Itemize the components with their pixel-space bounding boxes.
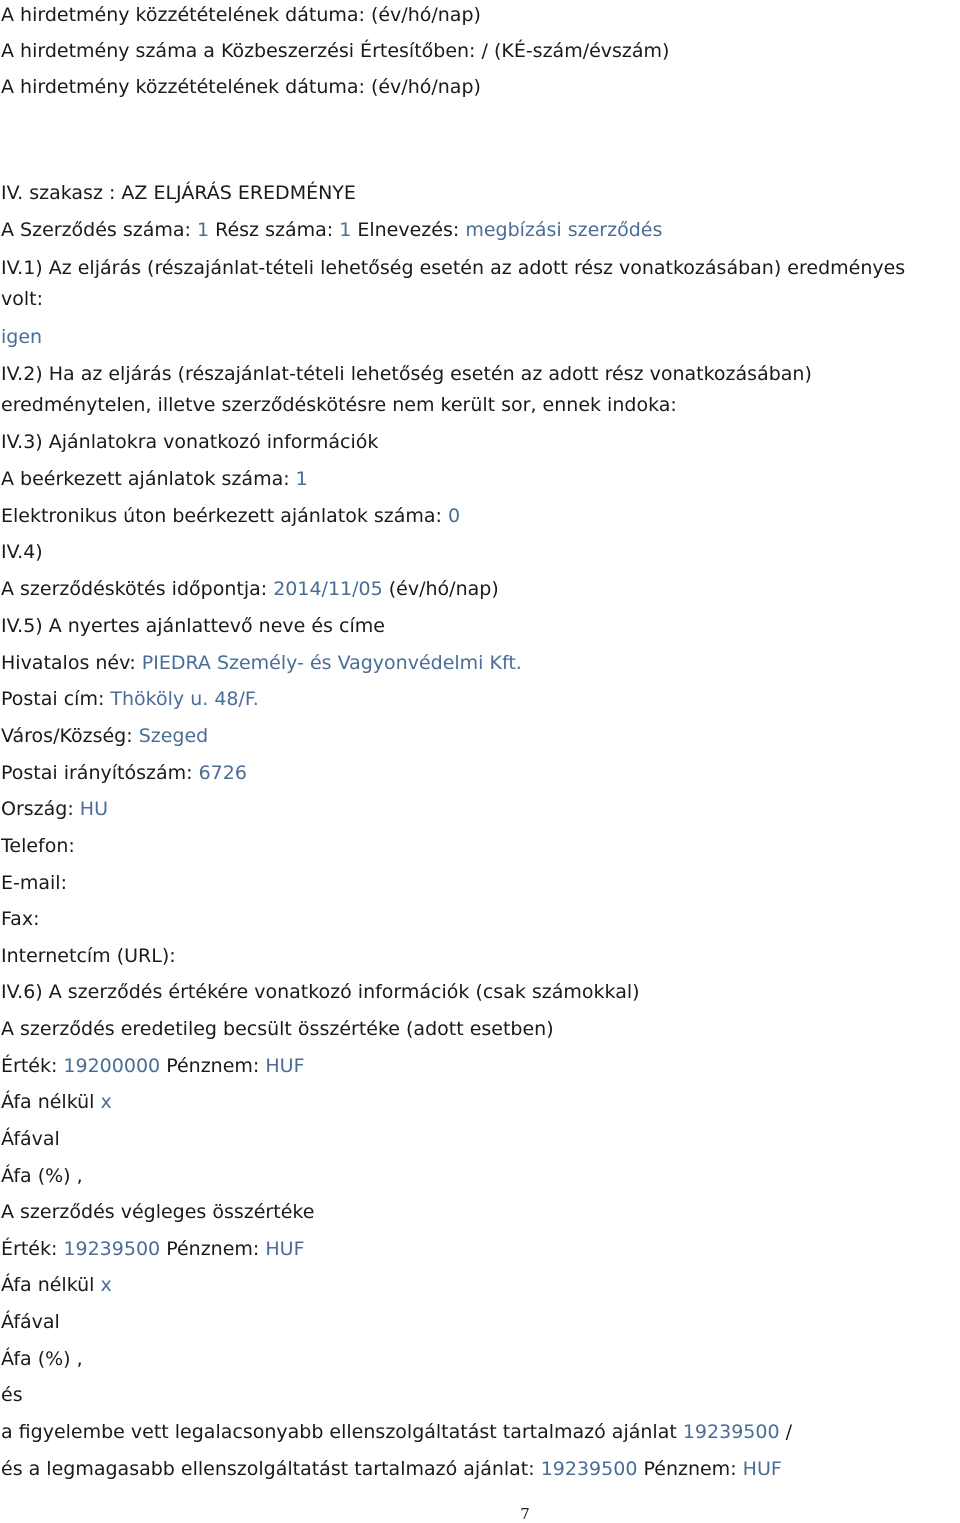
electronic-offers-line	[1, 504, 460, 528]
postal-address-label: Postai cím:	[1, 688, 105, 710]
country-line	[1, 797, 108, 821]
iv3-title: IV.3) Ajánlatokra vonatkozó információk	[1, 431, 379, 453]
highest-currency: HUF	[742, 1458, 782, 1480]
phone-label: Telefon:	[1, 835, 75, 857]
city-line	[1, 724, 208, 748]
final-net-mark: x	[100, 1274, 112, 1296]
final-currency-label: Pénznem:	[166, 1238, 260, 1260]
contract-name-value: megbízási szerződés	[465, 219, 663, 241]
estimated-net-mark: x	[100, 1091, 112, 1113]
page-number: 7	[520, 1505, 530, 1523]
zip-label: Postai irányítószám:	[1, 762, 193, 784]
contract-no-label: A Szerződés száma:	[1, 219, 191, 241]
lowest-offer-label: a figyelembe vett legalacsonyabb ellenszolgáltatást tartalmazó ajánlat	[1, 1421, 677, 1443]
estimated-vat-label: Áfával	[1, 1128, 60, 1150]
iv4-title: IV.4)	[1, 541, 43, 563]
contract-info-line	[1, 218, 662, 242]
estimated-value-label: Érték:	[1, 1055, 58, 1077]
iv1-line1: IV.1) Az eljárás (részajánlat-tételi lehetőség esetén az adott rész vonatkozásában) eredményes	[1, 257, 906, 279]
estimated-value: 19200000	[63, 1055, 161, 1077]
contract-date-label: A szerződéskötés időpontja:	[1, 578, 268, 600]
estimated-vat-pct-label: Áfa (%) ,	[1, 1165, 83, 1187]
lowest-offer-line	[1, 1420, 792, 1444]
email-label: E-mail:	[1, 872, 67, 894]
final-net-line	[1, 1273, 112, 1297]
and-label: és	[1, 1384, 23, 1406]
zip-value: 6726	[198, 762, 247, 784]
estimated-value-title: A szerződés eredetileg becsült összértéke (adott esetben)	[1, 1018, 554, 1040]
electronic-offers-value: 0	[448, 505, 461, 527]
iv2-line2: eredménytelen, illetve szerződéskötésre nem került sor, ennek indoka:	[1, 394, 677, 416]
postal-address-value: Thököly u. 48/F.	[110, 688, 259, 710]
electronic-offers-label: Elektronikus úton beérkezett ajánlatok száma:	[1, 505, 442, 527]
highest-currency-label: Pénznem:	[643, 1458, 737, 1480]
official-name-value: PIEDRA Személy- és Vagyonvédelmi Kft.	[141, 652, 522, 674]
final-value-label: Érték:	[1, 1238, 58, 1260]
contract-date-line	[1, 577, 499, 601]
lowest-offer-slash: /	[785, 1421, 793, 1443]
notice-number: A hirdetmény száma a Közbeszerzési Értesítőben: / (KÉ-szám/évszám)	[1, 40, 670, 62]
postal-address-line	[1, 687, 259, 711]
lowest-offer-value: 19239500	[682, 1421, 780, 1443]
fax-label: Fax:	[1, 908, 40, 930]
zip-line	[1, 761, 247, 785]
publication-date-1: A hirdetmény közzétételének dátuma: (év/hó/nap)	[1, 4, 481, 26]
contract-no-value: 1	[196, 219, 210, 241]
received-offers-label: A beérkezett ajánlatok száma:	[1, 468, 290, 490]
final-net-label: Áfa nélkül	[1, 1274, 95, 1296]
received-offers-value: 1	[295, 468, 308, 490]
url-label: Internetcím (URL):	[1, 945, 176, 967]
highest-offer-value: 19239500	[540, 1458, 638, 1480]
estimated-net-label: Áfa nélkül	[1, 1091, 95, 1113]
city-label: Város/Község:	[1, 725, 133, 747]
highest-offer-label: és a legmagasabb ellenszolgáltatást tartalmazó ajánlat:	[1, 1458, 535, 1480]
estimated-currency: HUF	[265, 1055, 305, 1077]
estimated-net-line	[1, 1090, 112, 1114]
publication-date-2: A hirdetmény közzétételének dátuma: (év/hó/nap)	[1, 76, 481, 98]
contract-date-value: 2014/11/05	[273, 578, 383, 600]
official-name-line	[1, 651, 522, 675]
final-value: 19239500	[63, 1238, 161, 1260]
part-no-value: 1	[339, 219, 352, 241]
final-value-title: A szerződés végleges összértéke	[1, 1201, 315, 1223]
official-name-label: Hivatalos név:	[1, 652, 136, 674]
final-value-line	[1, 1237, 305, 1261]
final-vat-pct-label: Áfa (%) ,	[1, 1348, 83, 1370]
country-label: Ország:	[1, 798, 74, 820]
contract-date-suffix: (év/hó/nap)	[388, 578, 499, 600]
final-currency: HUF	[265, 1238, 305, 1260]
estimated-currency-label: Pénznem:	[166, 1055, 260, 1077]
part-no-label: Rész száma:	[215, 219, 334, 241]
estimated-value-line	[1, 1054, 305, 1078]
iv2-line1: IV.2) Ha az eljárás (részajánlat-tételi lehetőség esetén az adott rész vonatkozásában)	[1, 363, 812, 385]
country-value: HU	[79, 798, 108, 820]
iv1-line2: volt:	[1, 288, 43, 310]
received-offers-line	[1, 467, 308, 491]
iv5-title: IV.5) A nyertes ajánlattevő neve és címe	[1, 615, 385, 637]
city-value: Szeged	[138, 725, 209, 747]
section-title: IV. szakasz : AZ ELJÁRÁS EREDMÉNYE	[1, 182, 356, 204]
highest-offer-line	[1, 1457, 782, 1481]
contract-name-label: Elnevezés:	[357, 219, 460, 241]
final-vat-label: Áfával	[1, 1311, 60, 1333]
iv1-value: igen	[1, 326, 43, 348]
iv6-title: IV.6) A szerződés értékére vonatkozó információk (csak számokkal)	[1, 981, 640, 1003]
